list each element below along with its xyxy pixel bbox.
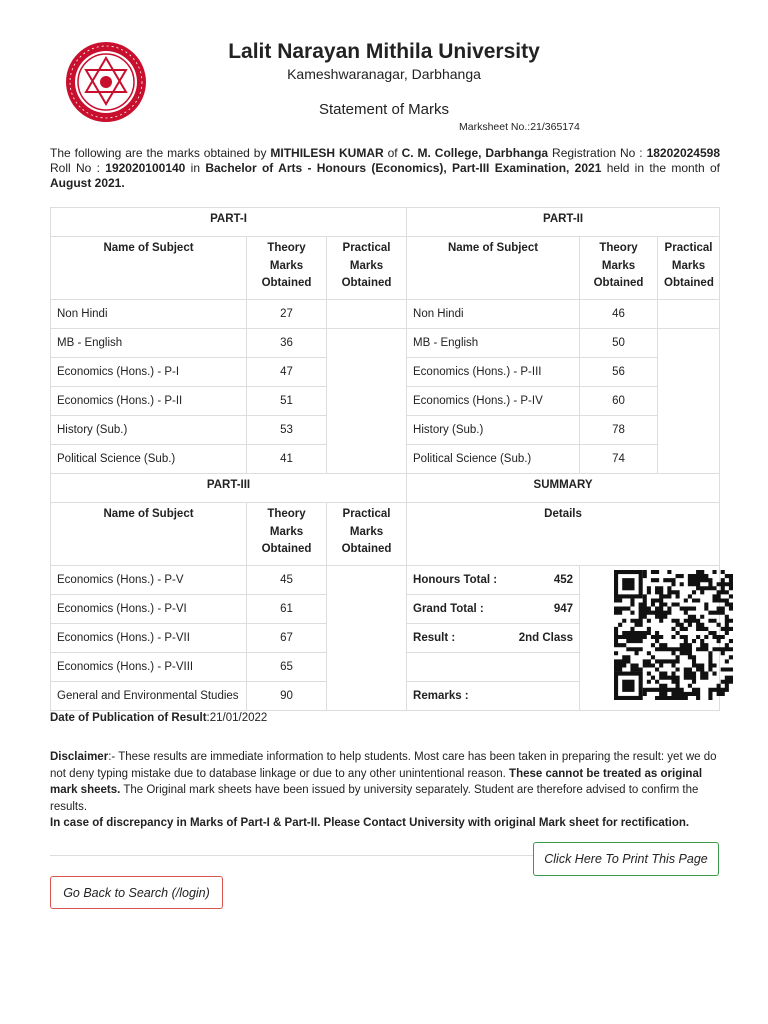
qr-code xyxy=(614,570,733,700)
part2-practical xyxy=(658,329,720,474)
part2-practical xyxy=(658,300,720,329)
marksheet-number: Marksheet No.:21/365174 xyxy=(459,121,580,133)
part3-subject: Economics (Hons.) - P-V xyxy=(51,566,247,595)
part2-subject: Economics (Hons.) - P-III xyxy=(407,358,580,387)
summary-remarks xyxy=(407,682,580,711)
summary-result xyxy=(407,624,580,653)
result-label: Result : xyxy=(413,632,456,644)
part2-subject: History (Sub.) xyxy=(407,416,580,445)
col-subject: Name of Subject xyxy=(51,237,247,300)
result-value: 2nd Class xyxy=(518,632,574,644)
summary-title: SUMMARY xyxy=(407,474,720,503)
part2-title: PART-II xyxy=(407,208,720,237)
print-page-button[interactable]: Click Here To Print This Page xyxy=(533,842,719,876)
back-to-search-button[interactable]: Go Back to Search (/login) xyxy=(50,876,223,909)
part1-subject: Non Hindi xyxy=(51,300,247,329)
part2-theory: 50 xyxy=(580,329,658,358)
part1-subject: MB - English xyxy=(51,329,247,358)
disclaimer-text: The Original mark sheets have been issued by university separately. Student are therefore advised to confirm the results. xyxy=(50,784,699,813)
part1-theory: 47 xyxy=(247,358,327,387)
part3-subject: Economics (Hons.) - P-VIII xyxy=(51,653,247,682)
part-header-row xyxy=(51,208,720,237)
publication-date xyxy=(50,712,267,724)
grand-total-label: Grand Total : xyxy=(413,603,484,615)
registration-number: 18202024598 xyxy=(646,146,720,160)
part1-theory: 53 xyxy=(247,416,327,445)
col-theory: Theory Marks Obtained xyxy=(247,237,327,300)
part1-title: PART-I xyxy=(51,208,407,237)
col-subject: Name of Subject xyxy=(51,503,247,566)
part1-theory: 51 xyxy=(247,387,327,416)
intro-text: held in the month of xyxy=(601,161,720,175)
part2-theory: 74 xyxy=(580,445,658,474)
col-theory: Theory Marks Obtained xyxy=(580,237,658,300)
publication-value: :21/01/2022 xyxy=(206,712,268,724)
student-name: MITHILESH KUMAR xyxy=(270,146,384,160)
intro-text: of xyxy=(383,146,402,160)
part2-theory: 60 xyxy=(580,387,658,416)
col-practical: Practical Marks Obtained xyxy=(658,237,720,300)
part2-subject: Economics (Hons.) - P-IV xyxy=(407,387,580,416)
roll-number: 192020100140 xyxy=(105,161,186,175)
summary-empty xyxy=(407,653,580,682)
part1-practical xyxy=(327,329,407,474)
part2-theory: 78 xyxy=(580,416,658,445)
part3-subject: General and Environmental Studies xyxy=(51,682,247,711)
discrepancy-note: In case of discrepancy in Marks of Part-I & Part-II. Please Contact University with original Mark sheet for rectification. xyxy=(50,817,690,829)
university-location: Kameshwaranagar, Darbhanga xyxy=(287,66,481,82)
part-header-row xyxy=(51,474,720,503)
part2-subject: Political Science (Sub.) xyxy=(407,445,580,474)
col-practical: Practical Marks Obtained xyxy=(327,237,407,300)
remarks-label: Remarks : xyxy=(413,690,469,702)
col-practical: Practical Marks Obtained xyxy=(327,503,407,566)
disclaimer-bold: These cannot be treated as original mark sheets. xyxy=(50,767,703,796)
summary-honours xyxy=(407,566,580,595)
part1-theory: 36 xyxy=(247,329,327,358)
part3-theory: 65 xyxy=(247,653,327,682)
intro-paragraph xyxy=(50,146,720,191)
intro-text: The following are the marks obtained by xyxy=(50,146,271,160)
part1-subject: History (Sub.) xyxy=(51,416,247,445)
publication-label: Date of Publication of Result xyxy=(50,712,207,724)
intro-text: Roll No : xyxy=(50,161,106,175)
col-theory: Theory Marks Obtained xyxy=(247,503,327,566)
part1-theory: 41 xyxy=(247,445,327,474)
intro-text: Registration No : xyxy=(548,146,647,160)
part3-practical xyxy=(327,566,407,711)
table-row xyxy=(51,329,720,358)
part1-subject: Economics (Hons.) - P-II xyxy=(51,387,247,416)
part1-subject: Economics (Hons.) - P-I xyxy=(51,358,247,387)
course-name: Bachelor of Arts - Honours (Economics), Part-III Examination, 2021 xyxy=(205,161,602,175)
part3-theory: 61 xyxy=(247,595,327,624)
university-name: Lalit Narayan Mithila University xyxy=(228,40,540,63)
part3-theory: 67 xyxy=(247,624,327,653)
intro-text: in xyxy=(185,161,206,175)
honours-total-label: Honours Total : xyxy=(413,574,498,586)
exam-month: August 2021. xyxy=(50,176,125,190)
disclaimer-text: :- These results are immediate information to help students. Most care has been taken in preparing the result: yet we do not deny typing mistake due to database linkage or due to any other unintentional reason. xyxy=(50,751,717,780)
college-name: C. M. College, Darbhanga xyxy=(401,146,549,160)
table-row xyxy=(51,300,720,329)
part1-subject: Political Science (Sub.) xyxy=(51,445,247,474)
column-header-row xyxy=(51,237,720,300)
col-subject: Name of Subject xyxy=(407,237,580,300)
part3-theory: 45 xyxy=(247,566,327,595)
col-details: Details xyxy=(407,503,720,566)
honours-total-value: 452 xyxy=(553,574,574,586)
part2-theory: 56 xyxy=(580,358,658,387)
part1-theory: 27 xyxy=(247,300,327,329)
disclaimer xyxy=(50,749,720,832)
part2-theory: 46 xyxy=(580,300,658,329)
column-header-row xyxy=(51,503,720,566)
university-seal-logo xyxy=(64,40,148,124)
grand-total-value: 947 xyxy=(553,603,574,615)
part2-subject: Non Hindi xyxy=(407,300,580,329)
part2-subject: MB - English xyxy=(407,329,580,358)
summary-grand xyxy=(407,595,580,624)
statement-title: Statement of Marks xyxy=(318,101,450,118)
part3-subject: Economics (Hons.) - P-VI xyxy=(51,595,247,624)
part3-theory: 90 xyxy=(247,682,327,711)
part3-subject: Economics (Hons.) - P-VII xyxy=(51,624,247,653)
disclaimer-label: Disclaimer xyxy=(50,751,109,763)
part1-practical xyxy=(327,300,407,329)
part3-title: PART-III xyxy=(51,474,407,503)
